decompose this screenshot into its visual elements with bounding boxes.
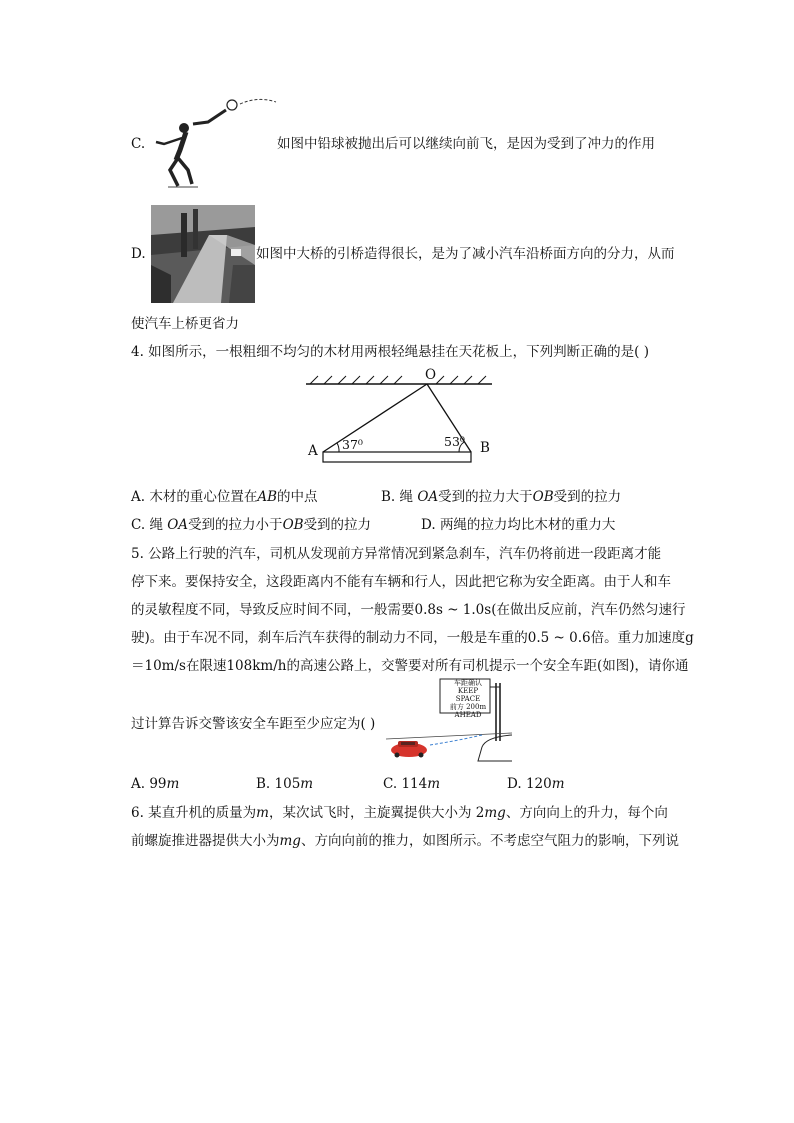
q4-option-c [131,515,371,535]
q5-option-c [383,774,440,794]
option-text-end: 受到的拉力 [553,489,622,505]
q5-line-1: 5. 公路上行驶的汽车，司机从发现前方异常情况到紧急刹车，汽车仍将前进一段距离才能 [131,546,662,562]
q5-line-3: 的灵敏程度不同，导致反应时间不同，一般需要0.8s ~ 1.0s(在做出反应前，汽车仍然匀速行 [131,602,686,618]
q5-line-5: ＝10m/s在限速108km/h的高速公路上，交警要对所有司机提示一个安全车距(如图)，请你通 [131,658,689,674]
q4-angle-b-label: 53⁰ [444,434,465,449]
option-label: B. [381,489,396,505]
option-text: 绳 [149,517,163,533]
option-text: 绳 [399,489,414,505]
option-value: 105 [274,776,301,792]
option-italic-2: OB [282,517,304,533]
q3-option-c-label: C. [131,136,146,152]
option-text-mid: 受到的拉力大于 [438,489,533,505]
q3-option-d-label: D. [131,246,146,262]
q6-text: 、方向向上的升力，每个向 [505,805,668,821]
option-italic-2: OB [532,489,554,505]
sign-line: AHEAD [454,711,482,719]
option-label: D. [421,517,436,533]
q6-line-1 [131,803,668,823]
option-text-end: 的中点 [277,489,318,505]
option-unit: m [427,776,441,792]
q4-option-d [421,515,615,535]
option-label: A. [131,776,146,792]
q5-sign-text [446,679,490,719]
q5-option-a [131,774,179,794]
q5-option-b [256,774,313,794]
q5-option-d [507,774,565,794]
q4-figure-wood-beam [296,366,501,470]
q6-mass-symbol: m [256,805,269,821]
sign-line: KEEP SPACE [455,687,481,703]
q6-lift-symbol: mg [484,805,506,821]
q3-option-c-text: 如图中铅球被抛出后可以继续向前飞，是因为受到了冲力的作用 [277,136,655,152]
q5-line-6: 过计算告诉交警该安全车距至少应定为( ) [131,716,376,732]
q6-thrust-symbol: mg [279,833,301,849]
q4-option-a [131,487,318,507]
q6-text: 前螺旋推进器提供大小为 [131,833,280,849]
q6-text: ，某次试飞时，主旋翼提供大小为 2 [268,805,485,821]
option-label: D. [507,776,522,792]
q6-line-2 [131,831,679,851]
q4-point-a-label: A [308,443,318,459]
sign-line: 车距确认 [454,679,482,687]
q4-stem: 4. 如图所示，一根粗细不均匀的木材用两根轻绳悬挂在天花板上，下列判断正确的是( ) [131,344,649,360]
option-value: 99 [149,776,167,792]
option-text-mid: 受到的拉力小于 [188,517,283,533]
option-italic: OA [167,517,189,533]
option-unit: m [300,776,314,792]
shot-put-figure [148,92,278,192]
option-text-end: 受到的拉力 [303,517,372,533]
q3-option-d-text-line2: 使汽车上桥更省力 [131,316,239,332]
option-text: 两绳的拉力均比木材的重力大 [439,517,616,533]
option-label: C. [383,776,398,792]
q6-text: 6. 某直升机的质量为 [131,805,257,821]
option-label: A. [131,489,146,505]
option-value: 120 [525,776,552,792]
option-label: C. [131,517,146,533]
option-label: B. [256,776,271,792]
q4-point-o-label: O [425,367,437,383]
q4-angle-a-label: 37⁰ [342,437,363,452]
q3-option-d-text-line1: 如图中大桥的引桥造得很长，是为了减小汽车沿桥面方向的分力，从而 [256,246,675,262]
option-value: 114 [401,776,428,792]
option-unit: m [166,776,180,792]
sign-line: 前方 200m [449,703,487,711]
option-italic: OA [417,489,439,505]
option-italic: AB [257,489,278,505]
option-text: 木材的重心位置在 [149,489,258,505]
option-unit: m [551,776,565,792]
bridge-photo-figure [151,205,255,303]
q5-line-4: 驶)。由于车况不同，刹车后汽车获得的制动力不同，一般是车重的0.5 ~ 0.6倍。重力加速度g [131,630,694,646]
q4-option-b [381,487,621,507]
q4-point-b-label: B [480,440,490,456]
q6-text: 、方向向前的推力，如图所示。不考虑空气阻力的影响，下列说 [300,833,679,849]
q5-line-2: 停下来。要保持安全，这段距离内不能有车辆和行人，因此把它称为安全距离。由于人和车 [131,574,671,590]
